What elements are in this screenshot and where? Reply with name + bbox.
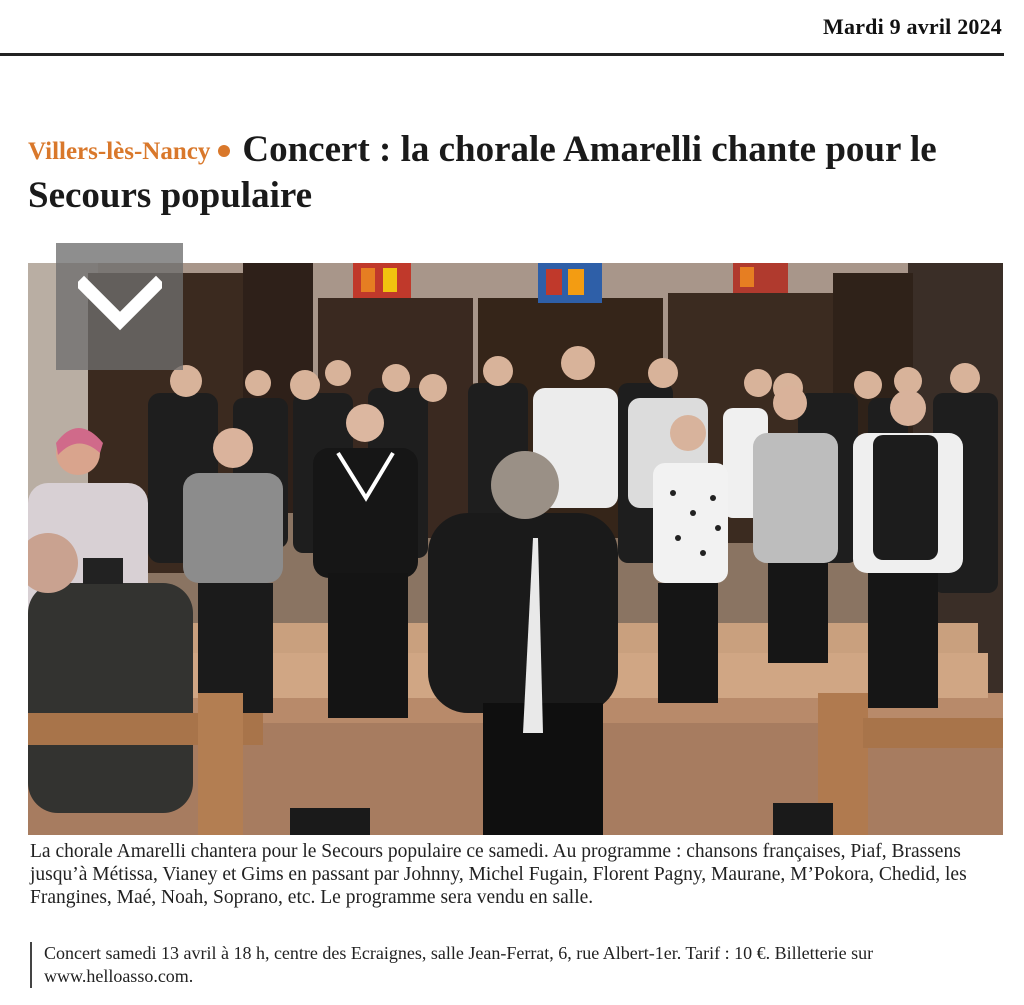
chevron-down-icon: [78, 273, 162, 339]
article-headline: [28, 128, 1008, 218]
header-rule: [0, 53, 1004, 56]
photo-caption: La chorale Amarelli chantera pour le Secours populaire ce samedi. Au programme : chansons françaises, Piaf, Brassens jusqu’à Métissa, Vianey et Gims en passant par Johnny, Michel Fugain, Florent Pagny, Maurane, M’Pokora, Chedid, les Frangines, Maé, Noah, Soprano, etc. Le programme sera vendu en salle.: [30, 841, 967, 908]
article-title: Concert : la chorale Amarelli chante pour le Secours populaire: [28, 129, 937, 216]
article-kicker: Villers-lès-Nancy: [28, 138, 211, 165]
kicker-dot-icon: [218, 145, 230, 157]
collapse-photo-button[interactable]: [56, 243, 183, 370]
event-info: Concert samedi 13 avril à 18 h, centre des Ecraignes, salle Jean-Ferrat, 6, rue Albert-1er. Tarif : 10 €. Billetterie sur www.helloasso.com.: [30, 942, 1005, 988]
issue-date: Mardi 9 avril 2024: [823, 14, 1002, 39]
